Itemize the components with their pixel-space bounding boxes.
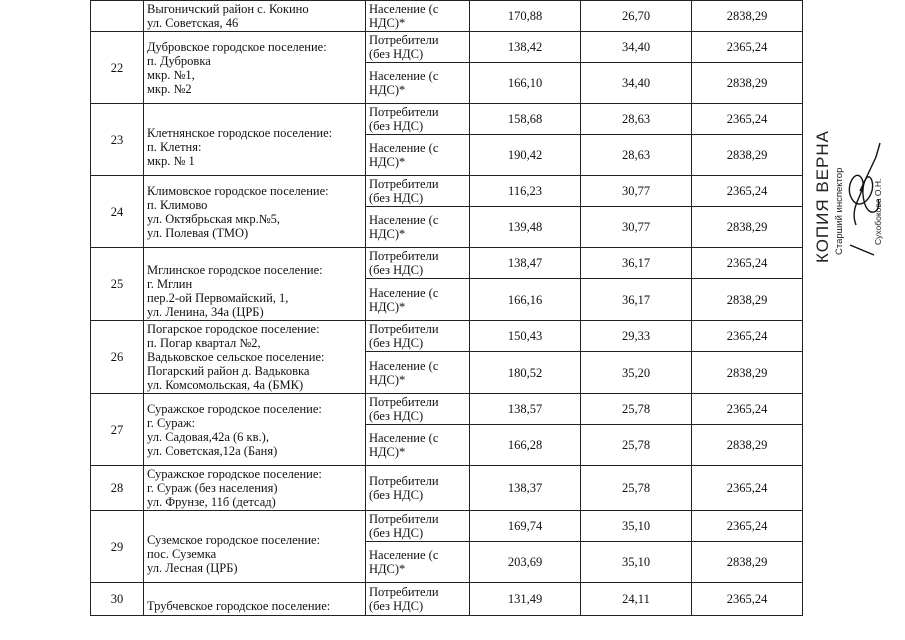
tariff-value-cell: 25,78: [581, 394, 692, 425]
tariff-value-cell: 26,70: [581, 1, 692, 32]
consumer-category-cell: Население (с НДС)*: [366, 352, 470, 394]
consumer-category-cell: Потребители (без НДС): [366, 511, 470, 542]
tariff-value-cell: 35,10: [581, 511, 692, 542]
tariff-value-cell: 28,63: [581, 104, 692, 135]
certified-copy-stamp: [790, 95, 885, 270]
settlement-cell: Суземское городское поселение: пос. Суземка ул. Лесная (ЦРБ): [144, 511, 366, 583]
table-row: [91, 1, 803, 32]
tariff-value-cell: 138,42: [470, 32, 581, 63]
settlement-cell: Клетнянское городское поселение: п. Клетня: мкр. № 1: [144, 104, 366, 176]
tariff-value-cell: 169,74: [470, 511, 581, 542]
table-row: [91, 583, 803, 616]
consumer-category-cell: Потребители (без НДС): [366, 176, 470, 207]
tariff-value-cell: 2365,24: [692, 248, 803, 279]
tariff-value-cell: 139,48: [470, 207, 581, 248]
settlement-cell: Трубчевское городское поселение:: [144, 583, 366, 616]
consumer-category-cell: Потребители (без НДС): [366, 104, 470, 135]
row-number: 30: [91, 583, 144, 616]
tariff-value-cell: 116,23: [470, 176, 581, 207]
consumer-category-cell: Потребители (без НДС): [366, 583, 470, 616]
table-row: [91, 466, 803, 511]
table-row: [91, 394, 803, 425]
tariff-value-cell: 2838,29: [692, 207, 803, 248]
stamp-title: КОПИЯ ВЕРНА: [813, 129, 832, 263]
tariff-value-cell: 166,10: [470, 63, 581, 104]
tariff-value-cell: 190,42: [470, 135, 581, 176]
tariff-value-cell: 35,20: [581, 352, 692, 394]
settlement-cell: Дубровское городское поселение: п. Дубровка мкр. №1, мкр. №2: [144, 32, 366, 104]
tariff-value-cell: 166,28: [470, 425, 581, 466]
tariff-value-cell: 2365,24: [692, 394, 803, 425]
tariff-value-cell: 35,10: [581, 542, 692, 583]
settlement-cell: Выгоничский район с. Кокино ул. Советская, 46: [144, 1, 366, 32]
row-number: 25: [91, 248, 144, 321]
settlement-cell: Мглинское городское поселение: г. Мглин пер.2-ой Первомайский, 1, ул. Ленина, 34а (ЦРБ): [144, 248, 366, 321]
tariff-value-cell: 158,68: [470, 104, 581, 135]
tariff-value-cell: 36,17: [581, 248, 692, 279]
consumer-category-cell: Население (с НДС)*: [366, 63, 470, 104]
stamp-name: Сухобокова О.Н.: [873, 178, 883, 245]
tariff-value-cell: 180,52: [470, 352, 581, 394]
table-row: [91, 176, 803, 207]
row-number: [91, 1, 144, 32]
tariff-value-cell: 138,57: [470, 394, 581, 425]
tariff-value-cell: 2365,24: [692, 321, 803, 352]
tariff-value-cell: 138,47: [470, 248, 581, 279]
tariff-value-cell: 2838,29: [692, 352, 803, 394]
tariff-value-cell: 2365,24: [692, 583, 803, 616]
stamp-position: Старший инспектор: [834, 167, 845, 255]
consumer-category-cell: Потребители (без НДС): [366, 32, 470, 63]
table-row: [91, 321, 803, 352]
consumer-category-cell: Потребители (без НДС): [366, 394, 470, 425]
tariff-value-cell: 150,43: [470, 321, 581, 352]
tariff-value-cell: 30,77: [581, 176, 692, 207]
tariff-value-cell: 2365,24: [692, 466, 803, 511]
table-row: [91, 32, 803, 63]
consumer-category-cell: Потребители (без НДС): [366, 248, 470, 279]
tariff-value-cell: 24,11: [581, 583, 692, 616]
settlement-cell: Суражское городское поселение: г. Сураж (без населения) ул. Фрунзе, 11б (детсад): [144, 466, 366, 511]
row-number: 23: [91, 104, 144, 176]
tariff-value-cell: 2365,24: [692, 104, 803, 135]
consumer-category-cell: Население (с НДС)*: [366, 425, 470, 466]
tariff-table-body: [91, 1, 803, 616]
tariff-value-cell: 2838,29: [692, 63, 803, 104]
tariff-value-cell: 131,49: [470, 583, 581, 616]
tariff-value-cell: 34,40: [581, 32, 692, 63]
tariff-value-cell: 203,69: [470, 542, 581, 583]
tariff-value-cell: 34,40: [581, 63, 692, 104]
row-number: 26: [91, 321, 144, 394]
tariff-value-cell: 2365,24: [692, 511, 803, 542]
tariff-value-cell: 36,17: [581, 279, 692, 321]
tariff-value-cell: 2838,29: [692, 135, 803, 176]
tariff-value-cell: 25,78: [581, 466, 692, 511]
document-page: [90, 0, 803, 616]
tariff-value-cell: 2838,29: [692, 542, 803, 583]
row-number: 29: [91, 511, 144, 583]
consumer-category-cell: Потребители (без НДС): [366, 466, 470, 511]
row-number: 28: [91, 466, 144, 511]
tariff-value-cell: 25,78: [581, 425, 692, 466]
consumer-category-cell: Население (с НДС)*: [366, 135, 470, 176]
tariff-value-cell: 28,63: [581, 135, 692, 176]
consumer-category-cell: Потребители (без НДС): [366, 321, 470, 352]
tariff-value-cell: 2838,29: [692, 425, 803, 466]
tariff-value-cell: 30,77: [581, 207, 692, 248]
settlement-cell: Климовское городское поселение: п. Климово ул. Октябрьская мкр.№5, ул. Полевая (ТМО): [144, 176, 366, 248]
tariff-value-cell: 2365,24: [692, 32, 803, 63]
settlement-cell: Суражское городское поселение: г. Сураж: ул. Садовая,42а (6 кв.), ул. Советская,12а (Баня): [144, 394, 366, 466]
consumer-category-cell: Население (с НДС)*: [366, 542, 470, 583]
tariff-value-cell: 138,37: [470, 466, 581, 511]
consumer-category-cell: Население (с НДС)*: [366, 1, 470, 32]
tariff-table: [90, 0, 803, 616]
table-row: [91, 104, 803, 135]
tariff-value-cell: 170,88: [470, 1, 581, 32]
row-number: 27: [91, 394, 144, 466]
settlement-cell: Погарское городское поселение: п. Погар квартал №2, Вадьковское сельское поселение: Погарский район д. Вадьковка ул. Комсомольская, 4а (БМК): [144, 321, 366, 394]
row-number: 24: [91, 176, 144, 248]
tariff-value-cell: 2838,29: [692, 1, 803, 32]
table-row: [91, 248, 803, 279]
row-number: 22: [91, 32, 144, 104]
consumer-category-cell: Население (с НДС)*: [366, 207, 470, 248]
consumer-category-cell: Население (с НДС)*: [366, 279, 470, 321]
tariff-value-cell: 166,16: [470, 279, 581, 321]
tariff-value-cell: 2365,24: [692, 176, 803, 207]
table-row: [91, 511, 803, 542]
tariff-value-cell: 29,33: [581, 321, 692, 352]
tariff-value-cell: 2838,29: [692, 279, 803, 321]
